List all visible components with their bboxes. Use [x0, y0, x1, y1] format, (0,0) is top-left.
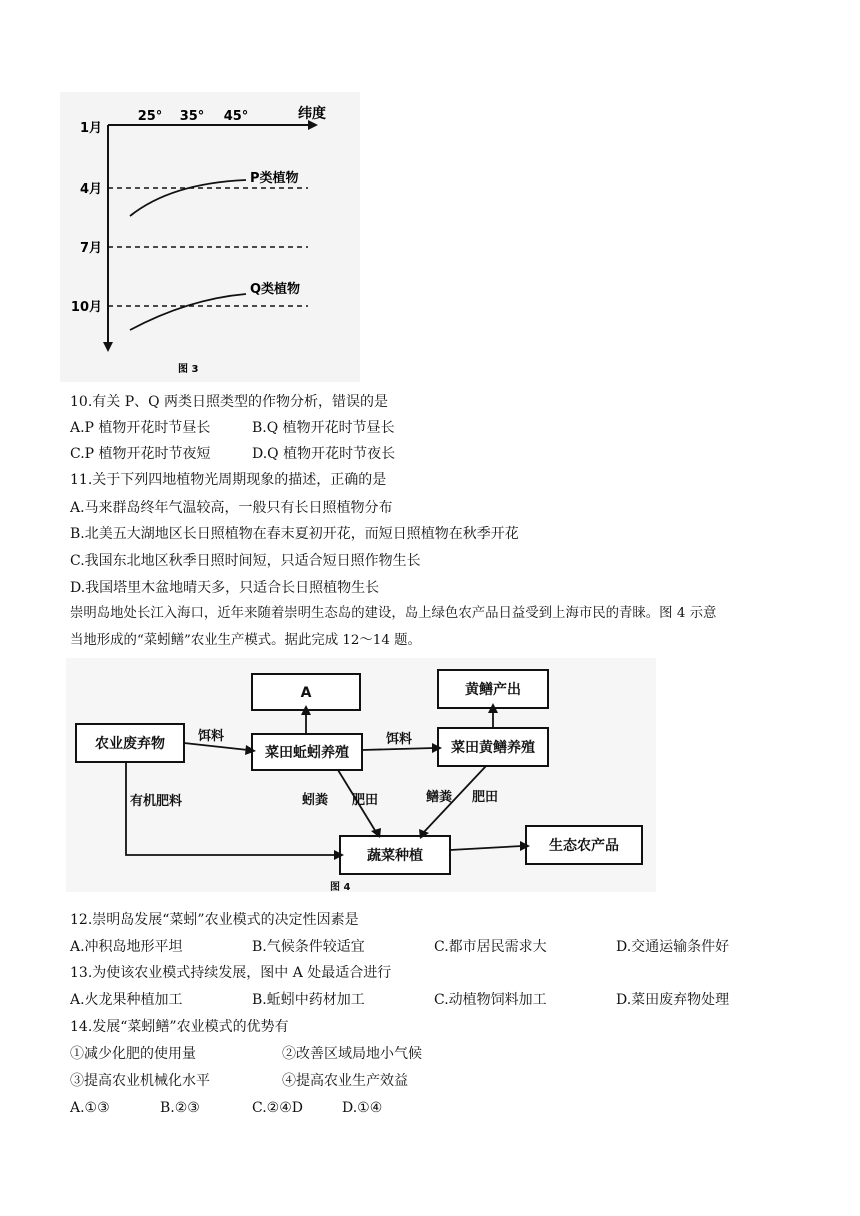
q14-option-c: C.②④D — [252, 1100, 303, 1116]
q14-statement-1: ①减少化肥的使用量 — [70, 1046, 196, 1062]
box-eel-output-label: 黄鳝产出 — [465, 682, 521, 698]
q11-stem: 11.关于下列四地植物光周期现象的描述，正确的是 — [70, 472, 387, 488]
q11-option-b: B.北美五大湖地区长日照植物在春末夏初开花，而短日照植物在秋季开花 — [70, 526, 519, 542]
q14-statement-3: ③提高农业机械化水平 — [70, 1073, 210, 1089]
box-eco-label: 生态农产品 — [549, 838, 619, 854]
q12-option-b: B.气候条件较适宜 — [252, 939, 365, 955]
y-tick-oct: 10月 — [70, 300, 102, 315]
label-feed-1: 饵料 — [198, 729, 225, 744]
y-tick-jan: 1月 — [79, 121, 102, 136]
q11-option-c: C.我国东北地区秋季日照时间短，只适合短日照作物生长 — [70, 553, 421, 569]
label-fertilize-2: 肥田 — [472, 790, 499, 805]
x-tick-25: 25° — [137, 109, 163, 124]
label-worm-manure: 蚓粪 — [302, 793, 329, 808]
q12-stem: 12.崇明岛发展“菜蚓”农业模式的决定性因素是 — [70, 912, 359, 928]
figure-3-caption: 图 3 — [178, 364, 199, 375]
q14-option-b: B.②③ — [160, 1100, 200, 1116]
q11-option-a: A.马来群岛终年气温较高，一般只有长日照植物分布 — [70, 500, 393, 516]
q14-option-a: A.①③ — [70, 1100, 110, 1116]
box-a-label: A — [300, 685, 312, 701]
box-agri-waste-label: 农业废弃物 — [95, 736, 165, 752]
q10-option-b: B.Q 植物开花时节昼长 — [252, 420, 395, 436]
q12-option-a: A.冲积岛地形平坦 — [70, 939, 183, 955]
q10-stem: 10.有关 P、Q 两类日照类型的作物分析，错误的是 — [70, 394, 389, 410]
figure-4-caption: 图 4 — [330, 882, 351, 892]
q14-statement-2: ②改善区域局地小气候 — [282, 1046, 422, 1062]
intro-line-2: 当地形成的“菜蚓鳝”农业生产模式。据此完成 12～14 题。 — [70, 633, 421, 648]
q13-option-d: D.菜田废弃物处理 — [616, 992, 730, 1008]
label-fertilize-1: 肥田 — [352, 793, 379, 808]
label-eel-manure: 鳝粪 — [426, 790, 453, 805]
label-organic-fertilizer: 有机肥料 — [130, 794, 183, 809]
q10-option-c: C.P 植物开花时节夜短 — [70, 446, 211, 462]
figure-3-background — [60, 92, 360, 382]
q10-option-a: A.P 植物开花时节昼长 — [70, 420, 211, 436]
p-plant-label: P类植物 — [250, 171, 299, 186]
box-worm-label: 菜田蚯蚓养殖 — [265, 745, 349, 761]
figure-4 — [66, 658, 656, 892]
box-vegetable-label: 蔬菜种植 — [367, 848, 423, 864]
q12-option-c: C.都市居民需求大 — [434, 939, 547, 955]
q14-statement-4: ④提高农业生产效益 — [282, 1073, 408, 1089]
q14-option-d: D.①④ — [342, 1100, 383, 1116]
q-plant-label: Q类植物 — [250, 282, 301, 297]
y-tick-jul: 7月 — [79, 241, 102, 256]
q13-stem: 13.为使该农业模式持续发展，图中 A 处最适合进行 — [70, 965, 392, 981]
x-tick-35: 35° — [179, 109, 205, 124]
x-tick-45: 45° — [223, 109, 249, 124]
q13-option-a: A.火龙果种植加工 — [70, 992, 183, 1008]
q10-option-d: D.Q 植物开花时节夜长 — [252, 446, 396, 462]
label-feed-2: 饵料 — [386, 732, 413, 747]
q13-option-c: C.动植物饲料加工 — [434, 992, 547, 1008]
q12-option-d: D.交通运输条件好 — [616, 939, 730, 955]
q14-stem: 14.发展“菜蚓鳝”农业模式的优势有 — [70, 1019, 289, 1035]
figure-3 — [60, 92, 360, 382]
box-eel-label: 菜田黄鳝养殖 — [451, 740, 535, 756]
y-tick-apr: 4月 — [79, 182, 102, 197]
q13-option-b: B.蚯蚓中药材加工 — [252, 992, 365, 1008]
q11-option-d: D.我国塔里木盆地晴天多，只适合长日照植物生长 — [70, 580, 380, 596]
intro-line-1: 崇明岛地处长江入海口，近年来随着崇明生态岛的建设，岛上绿色农产品日益受到上海市民的青睐。图 4 示意 — [70, 606, 717, 621]
x-axis-label: 纬度 — [298, 106, 326, 122]
